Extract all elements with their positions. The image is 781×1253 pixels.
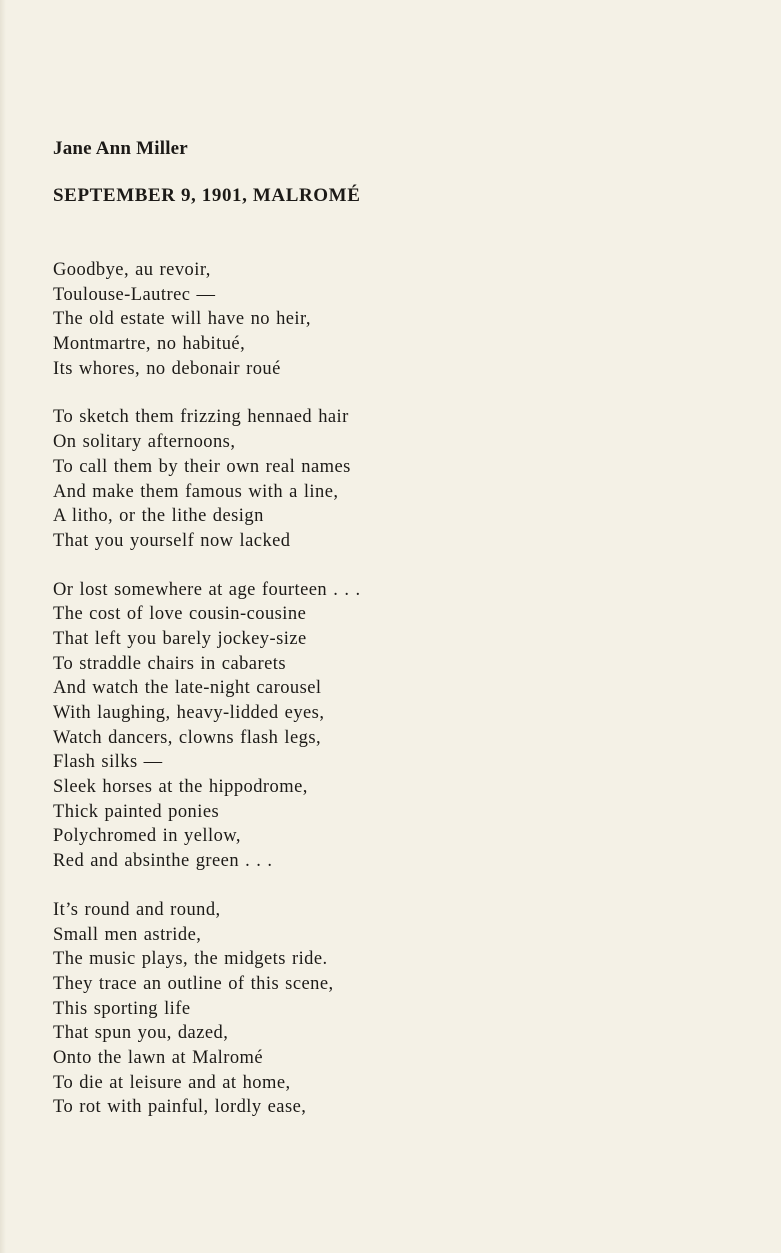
poem-line: Watch dancers, clowns flash legs, [53,727,322,748]
poem-line: On solitary afternoons, [53,432,236,453]
poem-line: To die at leisure and at home, [53,1072,291,1093]
stanza-3 [53,578,753,874]
author-name: Jane Ann Miller [53,138,188,159]
stanza-2 [53,405,753,553]
poem-line: Flash silks — [53,752,163,773]
poem-line: Goodbye, au revoir, [53,260,211,280]
poem-line: Montmartre, no habitué, [53,334,246,355]
poem-line: And make them famous with a line, [53,481,339,502]
poem-line: That left you barely jockey-size [53,628,307,649]
poem-line: Red and absinthe green . . . [53,851,273,872]
poem-line: The old estate will have no heir, [53,309,311,330]
poem-line: Onto the lawn at Malromé [53,1047,264,1068]
stanza-1 [53,258,753,381]
poem-line: And watch the late-night carousel [53,678,322,699]
poem-line: Or lost somewhere at age fourteen . . . [53,579,361,600]
poem-line: To call them by their own real names [53,456,351,477]
poem-line: Small men astride, [53,924,202,945]
poem-line: To straddle chairs in cabarets [53,653,286,674]
poem-line: The music plays, the midgets ride. [53,949,328,970]
poem-line: Toulouse-Lautrec — [53,284,216,305]
poem-line: They trace an outline of this scene, [53,973,334,994]
poem-line: To sketch them frizzing hennaed hair [53,407,349,428]
poem-line: Its whores, no debonair roué [53,358,281,379]
poem-line: Thick painted ponies [53,801,220,822]
poem-body [53,258,753,1144]
poem-title: SEPTEMBER 9, 1901, MALROMÉ [53,185,361,206]
poem-line: Polychromed in yellow, [53,826,241,847]
page-edge [0,0,6,1253]
stanza-4 [53,898,753,1120]
poem-line: The cost of love cousin-cousine [53,604,307,625]
poem-line: It’s round and round, [53,899,221,920]
poem-line: This sporting life [53,998,191,1019]
poem-line: To rot with painful, lordly ease, [53,1097,307,1118]
poem-line: That spun you, dazed, [53,1023,229,1044]
poem-line: That you yourself now lacked [53,530,291,551]
poem-line: Sleek horses at the hippodrome, [53,777,308,798]
poem-line: With laughing, heavy-lidded eyes, [53,703,325,723]
poem-line: A litho, or the lithe design [53,506,264,527]
